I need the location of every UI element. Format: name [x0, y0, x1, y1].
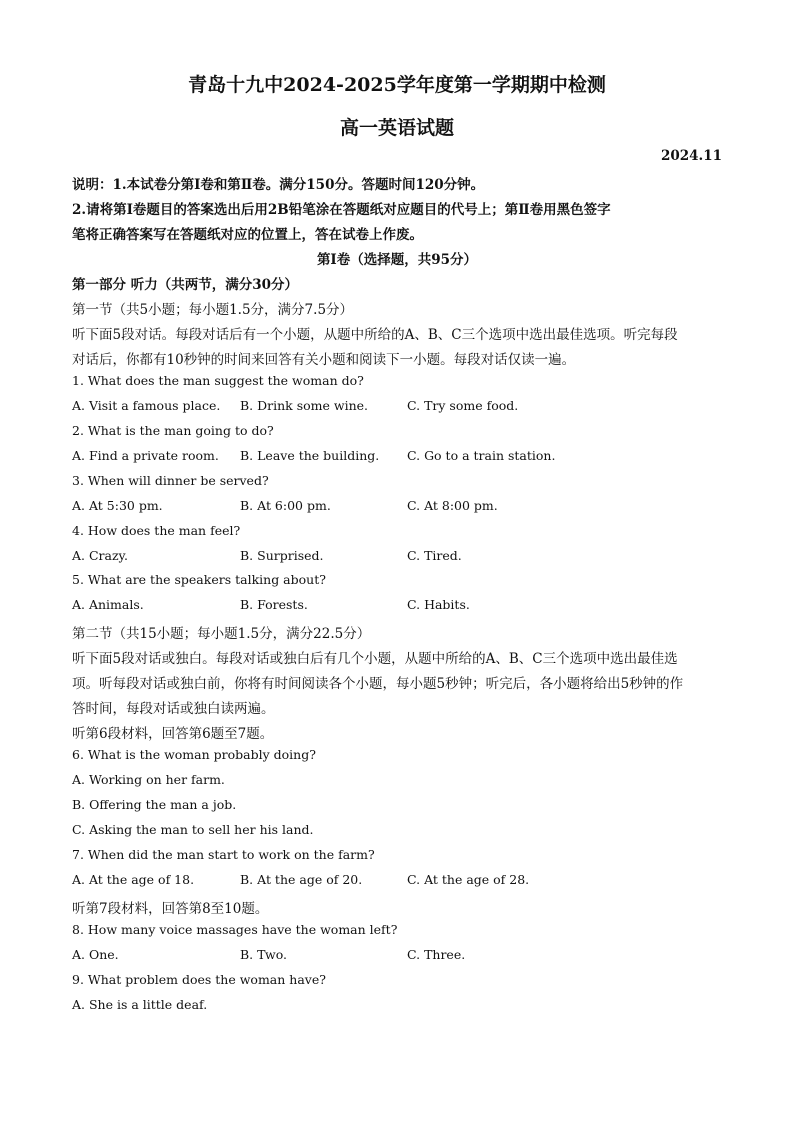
- question-3-option-a: A. At 5:30 pm.: [72, 498, 163, 513]
- question-7: 7. When did the man start to work on the farm?: [72, 847, 375, 862]
- material-6-instruction: 听第6段材料，回答第6题至7题。: [72, 726, 274, 742]
- section2-intro-3: 答时间，每段对话或独白读两遍。: [72, 701, 275, 717]
- question-8-option-b: B. Two.: [240, 947, 288, 962]
- question-2-option-c: C. Go to a train station.: [407, 448, 556, 463]
- question-2: 2. What is the man going to do?: [72, 423, 274, 438]
- section2-intro-1: 听下面5段对话或独白。每段对话或独白后有几个小题，从题中所给的A、B、C三个选项中选出最佳选: [72, 651, 678, 667]
- question-8-option-c: C. Three.: [407, 947, 466, 962]
- section2-intro-2: 项。听每段对话或独白前，你将有时间阅读各个小题，每小题5秒钟；听完后，各小题将给出5秒钟的作: [72, 676, 684, 692]
- section1-intro-2: 对话后，你都有10秒钟的时间来回答有关小题和阅读下一小题。每段对话仅读一遍。: [72, 352, 576, 368]
- question-3: 3. When will dinner be served?: [72, 473, 269, 488]
- question-7-option-c: C. At the age of 28.: [407, 872, 530, 887]
- question-4-option-a: A. Crazy.: [72, 548, 128, 563]
- question-8: 8. How many voice massages have the woman left?: [72, 922, 398, 937]
- question-7-option-b: B. At the age of 20.: [240, 872, 363, 887]
- exam-title: 青岛十九中2024-2025学年度第一学期期中检测: [188, 74, 606, 96]
- question-3-option-c: C. At 8:00 pm.: [407, 498, 498, 513]
- question-8-option-a: A. One.: [72, 947, 119, 962]
- instruction-line-1: 说明：1.本试卷分第Ⅰ卷和第Ⅱ卷。满分150分。答题时间120分钟。: [72, 177, 485, 193]
- question-2-option-a: A. Find a private room.: [72, 448, 219, 463]
- instruction-line-3: 笔将正确答案写在答题纸对应的位置上，答在试卷上作废。: [72, 227, 423, 243]
- question-3-option-b: B. At 6:00 pm.: [240, 498, 331, 513]
- volume1-heading: 第Ⅰ卷（选择题，共95分）: [316, 252, 478, 268]
- question-5-option-c: C. Habits.: [407, 597, 470, 612]
- question-5-option-a: A. Animals.: [72, 597, 144, 612]
- part1-heading: 第一部分 听力（共两节，满分30分）: [72, 277, 298, 293]
- question-7-option-a: A. At the age of 18.: [72, 872, 195, 887]
- question-1-option-a: A. Visit a famous place.: [72, 398, 221, 413]
- question-6: 6. What is the woman probably doing?: [72, 747, 316, 762]
- question-6-option-c: C. Asking the man to sell her his land.: [72, 822, 314, 837]
- question-6-option-b: B. Offering the man a job.: [72, 797, 237, 812]
- instruction-line-2: 2.请将第Ⅰ卷题目的答案选出后用2B铅笔涂在答题纸对应题目的代号上；第Ⅱ卷用黑色签字: [72, 202, 611, 218]
- question-9: 9. What problem does the woman have?: [72, 972, 326, 987]
- material-7-instruction: 听第7段材料，回答第8至10题。: [72, 901, 269, 917]
- question-6-option-a: A. Working on her farm.: [72, 772, 225, 787]
- question-2-option-b: B. Leave the building.: [240, 448, 380, 463]
- question-1-option-b: B. Drink some wine.: [240, 398, 369, 413]
- question-4-option-c: C. Tired.: [407, 548, 462, 563]
- question-1: 1. What does the man suggest the woman do?: [72, 373, 364, 388]
- section1-intro-1: 听下面5段对话。每段对话后有一个小题，从题中所给的A、B、C三个选项中选出最佳选项。听完每段: [72, 327, 678, 343]
- question-9-option-a: A. She is a little deaf.: [72, 997, 208, 1012]
- question-4: 4. How does the man feel?: [72, 523, 241, 538]
- exam-date: 2024.11: [660, 148, 722, 164]
- exam-subtitle: 高一英语试题: [339, 117, 454, 139]
- section1-heading: 第一节（共5小题；每小题1.5分，满分7.5分）: [72, 302, 354, 318]
- section2-heading: 第二节（共15小题；每小题1.5分，满分22.5分）: [72, 626, 371, 642]
- question-4-option-b: B. Surprised.: [240, 548, 324, 563]
- question-5: 5. What are the speakers talking about?: [72, 572, 326, 587]
- question-5-option-b: B. Forests.: [240, 597, 308, 612]
- question-1-option-c: C. Try some food.: [407, 398, 519, 413]
